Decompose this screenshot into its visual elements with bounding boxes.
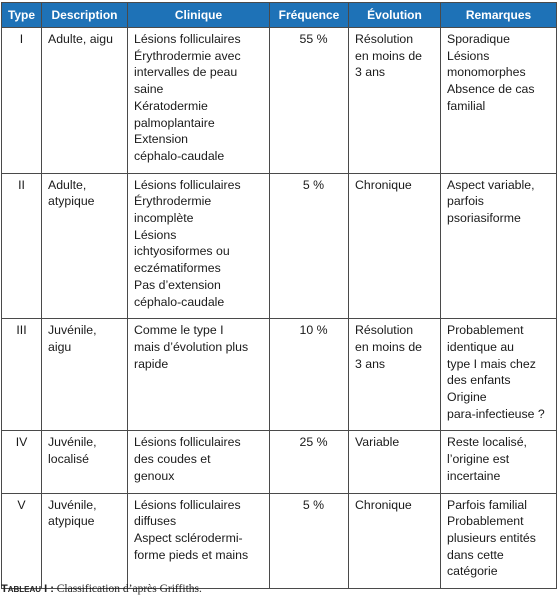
cell-evolution-line: Résolution — [355, 323, 414, 338]
cell-clinique-line: Pas d’extension — [134, 277, 221, 292]
cell-remarques-line: catégorie — [447, 564, 498, 579]
cell-description-line: Adulte, — [48, 177, 87, 192]
cell-remarques — [441, 493, 557, 589]
cell-clinique-line: des coudes et — [134, 452, 211, 467]
cell-remarques — [441, 28, 557, 174]
header-clinique: Clinique — [128, 3, 270, 28]
cell-evolution — [349, 28, 441, 174]
cell-remarques-line: monomorphes — [447, 65, 526, 80]
cell-description-line: Juvénile, — [48, 323, 97, 338]
cell-type: IV — [2, 431, 42, 493]
cell-clinique-line: Kératodermie — [134, 98, 208, 113]
table-row — [2, 319, 557, 431]
cell-remarques-line: Probablement — [447, 514, 524, 529]
cell-clinique — [128, 28, 270, 174]
cell-description — [42, 319, 128, 431]
cell-remarques-line: des enfants — [447, 373, 511, 388]
table-row — [2, 431, 557, 493]
table-body — [2, 28, 557, 589]
cell-type: I — [2, 28, 42, 174]
cell-remarques-line: para-infectieuse ? — [447, 406, 545, 421]
cell-clinique-line: saine — [134, 82, 164, 97]
cell-remarques — [441, 319, 557, 431]
header-evolution: Évolution — [349, 3, 441, 28]
cell-clinique-line: palmoplantaire — [134, 115, 215, 130]
cell-description-line: Juvénile, — [48, 497, 97, 512]
table-row — [2, 493, 557, 589]
cell-remarques-line: identique au — [447, 339, 515, 354]
header-type: Type — [2, 3, 42, 28]
cell-clinique — [128, 493, 270, 589]
table-row — [2, 173, 557, 319]
cell-evolution — [349, 493, 441, 589]
cell-clinique-line: diffuses — [134, 514, 177, 529]
cell-remarques-line: Origine — [447, 390, 487, 405]
cell-type: III — [2, 319, 42, 431]
cell-description-line: localisé — [48, 452, 90, 467]
cell-evolution-line: 3 ans — [355, 356, 386, 371]
cell-remarques-line: Reste localisé, — [447, 435, 527, 450]
cell-description — [42, 431, 128, 493]
cell-remarques-line: psoriasiforme — [447, 211, 521, 226]
cell-clinique-line: incomplète — [134, 211, 194, 226]
table-caption — [1, 583, 202, 595]
classification-table-container — [1, 2, 556, 589]
cell-evolution-line: 3 ans — [355, 65, 386, 80]
cell-description — [42, 173, 128, 319]
cell-evolution — [349, 319, 441, 431]
cell-description-line: aigu — [48, 339, 72, 354]
cell-remarques-line: dans cette — [447, 547, 504, 562]
cell-clinique-line: céphalo-caudale — [134, 148, 225, 163]
cell-remarques-line: Lésions — [447, 48, 490, 63]
cell-frequence: 55 % — [270, 28, 349, 174]
cell-clinique-line: mais d’évolution plus — [134, 339, 249, 354]
cell-clinique-line: Aspect sclérodermi- — [134, 530, 243, 545]
cell-description — [42, 493, 128, 589]
cell-remarques-line: parfois — [447, 194, 484, 209]
cell-frequence: 10 % — [270, 319, 349, 431]
cell-remarques-line: Aspect variable, — [447, 177, 535, 192]
cell-type: V — [2, 493, 42, 589]
cell-clinique-line: genoux — [134, 468, 175, 483]
cell-remarques-line: Probablement — [447, 323, 524, 338]
cell-clinique — [128, 173, 270, 319]
cell-clinique-line: Érythrodermie avec — [134, 48, 241, 63]
cell-evolution — [349, 431, 441, 493]
cell-clinique-line: Lésions — [134, 227, 177, 242]
cell-description-line: atypique — [48, 514, 95, 529]
cell-frequence: 5 % — [270, 173, 349, 319]
cell-clinique-line: ichtyosiformes ou — [134, 244, 230, 259]
cell-clinique-line: Lésions folliculaires — [134, 32, 241, 46]
table-row — [2, 28, 557, 174]
table-header-row — [2, 3, 557, 28]
caption-label: Tableau I : — [1, 583, 54, 595]
cell-remarques-line: familial — [447, 98, 486, 113]
cell-evolution-line: en moins de — [355, 48, 422, 63]
cell-description-line: atypique — [48, 194, 95, 209]
cell-clinique-line: Comme le type I — [134, 323, 224, 338]
caption-text: Classification d’après Griffiths. — [53, 583, 202, 595]
cell-evolution-line: Variable — [355, 435, 400, 450]
cell-remarques-line: Absence de cas — [447, 82, 535, 97]
cell-remarques-line: Parfois familial — [447, 497, 527, 512]
cell-remarques — [441, 173, 557, 319]
cell-remarques-line: type I mais chez — [447, 356, 536, 371]
cell-evolution-line: en moins de — [355, 339, 422, 354]
cell-remarques-line: Sporadique — [447, 32, 510, 46]
cell-remarques-line: l’origine est — [447, 452, 510, 467]
cell-evolution — [349, 173, 441, 319]
cell-description-line: Juvénile, — [48, 435, 97, 450]
cell-frequence: 5 % — [270, 493, 349, 589]
cell-evolution-line: Chronique — [355, 497, 412, 512]
cell-clinique-line: Lésions folliculaires — [134, 497, 241, 512]
classification-table — [1, 2, 557, 589]
cell-clinique-line: eczématiformes — [134, 261, 221, 276]
cell-clinique-line: intervalles de peau — [134, 65, 238, 80]
cell-clinique — [128, 319, 270, 431]
cell-evolution-line: Résolution — [355, 32, 414, 46]
cell-clinique-line: Lésions folliculaires — [134, 435, 241, 450]
header-description: Description — [42, 3, 128, 28]
cell-type: II — [2, 173, 42, 319]
cell-clinique-line: Lésions folliculaires — [134, 177, 241, 192]
cell-remarques — [441, 431, 557, 493]
cell-description — [42, 28, 128, 174]
cell-clinique-line: rapide — [134, 356, 169, 371]
header-remarques: Remarques — [441, 3, 557, 28]
cell-evolution-line: Chronique — [355, 177, 412, 192]
cell-remarques-line: plusieurs entités — [447, 530, 536, 545]
header-frequence: Fréquence — [270, 3, 349, 28]
cell-clinique-line: Érythrodermie — [134, 194, 212, 209]
cell-clinique-line: céphalo-caudale — [134, 294, 225, 309]
cell-frequence: 25 % — [270, 431, 349, 493]
cell-clinique-line: Extension — [134, 132, 189, 147]
cell-description-line: Adulte, aigu — [48, 32, 113, 46]
cell-clinique-line: forme pieds et mains — [134, 547, 249, 562]
cell-clinique — [128, 431, 270, 493]
cell-remarques-line: incertaine — [447, 468, 501, 483]
